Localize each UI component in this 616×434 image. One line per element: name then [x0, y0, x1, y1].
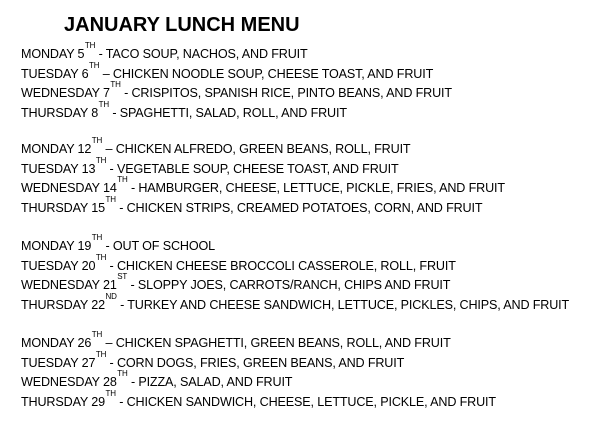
week-2-block	[21, 136, 505, 214]
ordinal-suffix: TH	[88, 60, 100, 70]
ordinal-suffix: TH	[84, 41, 96, 50]
meal-description: - CHICKEN STRIPS, CREAMED POTATOES, CORN, AND FRUIT	[115, 200, 483, 215]
day-label: MONDAY 19	[21, 239, 92, 254]
meal-description: - SLOPPY JOES, CARROTS/RANCH, CHIPS AND FRUIT	[127, 278, 451, 293]
day-label: THURSDAY 15	[21, 200, 105, 215]
menu-title: JANUARY LUNCH MENU	[64, 14, 300, 36]
day-label: MONDAY 12	[21, 142, 92, 157]
menu-line	[21, 195, 505, 215]
meal-description: - HAMBURGER, CHEESE, LETTUCE, PICKLE, FRIES, AND FRUIT	[127, 181, 505, 196]
meal-description: - CORN DOGS, FRIES, GREEN BEANS, AND FRUIT	[106, 355, 405, 370]
week-1-block	[21, 41, 452, 119]
ordinal-suffix: TH	[95, 252, 107, 262]
ordinal-suffix: TH	[105, 388, 116, 398]
week-4-block	[21, 330, 496, 408]
ordinal-suffix: TH	[91, 330, 103, 339]
ordinal-suffix: ND	[105, 291, 117, 301]
menu-line	[21, 253, 569, 273]
meal-description: - OUT OF SCHOOL	[102, 239, 215, 254]
meal-description: - PIZZA, SALAD, AND FRUIT	[127, 375, 293, 390]
ordinal-suffix: TH	[91, 136, 103, 145]
day-label: WEDNESDAY 14	[21, 181, 117, 196]
day-label: TUESDAY 13	[21, 161, 96, 176]
menu-line	[21, 330, 496, 350]
meal-description: – CHICKEN ALFREDO, GREEN BEANS, ROLL, FRUIT	[102, 142, 411, 157]
day-label: THURSDAY 8	[21, 105, 99, 120]
day-label: TUESDAY 6	[21, 66, 89, 81]
menu-line	[21, 61, 452, 81]
meal-description: - TURKEY AND CHEESE SANDWICH, LETTUCE, PICKLES, CHIPS, AND FRUIT	[116, 297, 570, 312]
ordinal-suffix: TH	[95, 155, 107, 165]
day-label: THURSDAY 29	[21, 394, 105, 409]
meal-description: – CHICKEN NOODLE SOUP, CHEESE TOAST, AND FRUIT	[99, 66, 434, 81]
menu-line	[21, 136, 505, 156]
meal-description: - CRISPITOS, SPANISH RICE, PINTO BEANS, AND FRUIT	[120, 86, 452, 101]
day-label: MONDAY 26	[21, 336, 92, 351]
ordinal-suffix: TH	[117, 175, 128, 185]
menu-line	[21, 350, 496, 370]
day-label: MONDAY 5	[21, 47, 85, 62]
day-label: TUESDAY 27	[21, 355, 96, 370]
ordinal-suffix: TH	[117, 369, 128, 379]
ordinal-suffix: TH	[95, 349, 107, 359]
menu-line	[21, 80, 452, 100]
meal-description: - TACO SOUP, NACHOS, AND FRUIT	[95, 47, 308, 62]
menu-line	[21, 272, 569, 292]
day-label: TUESDAY 20	[21, 258, 96, 273]
menu-line	[21, 389, 496, 409]
ordinal-suffix: TH	[110, 80, 121, 90]
menu-line	[21, 156, 505, 176]
day-label: WEDNESDAY 7	[21, 86, 110, 101]
meal-description: - CHICKEN SANDWICH, CHEESE, LETTUCE, PICKLE, AND FRUIT	[115, 394, 496, 409]
meal-description: - VEGETABLE SOUP, CHEESE TOAST, AND FRUIT	[106, 161, 399, 176]
menu-line	[21, 233, 569, 253]
ordinal-suffix: ST	[117, 272, 128, 282]
meal-description: – CHICKEN SPAGHETTI, GREEN BEANS, ROLL, AND FRUIT	[102, 336, 451, 351]
day-label: THURSDAY 22	[21, 297, 105, 312]
week-3-block	[21, 233, 569, 311]
ordinal-suffix: TH	[91, 233, 103, 242]
ordinal-suffix: TH	[105, 194, 116, 204]
menu-line	[21, 369, 496, 389]
day-label: WEDNESDAY 21	[21, 278, 117, 293]
meal-description: - SPAGHETTI, SALAD, ROLL, AND FRUIT	[109, 105, 347, 120]
day-label: WEDNESDAY 28	[21, 375, 117, 390]
meal-description: - CHICKEN CHEESE BROCCOLI CASSEROLE, ROLL, FRUIT	[106, 258, 456, 273]
menu-line	[21, 100, 452, 120]
menu-line	[21, 292, 569, 312]
menu-line	[21, 175, 505, 195]
ordinal-suffix: TH	[98, 99, 109, 109]
menu-line	[21, 41, 452, 61]
